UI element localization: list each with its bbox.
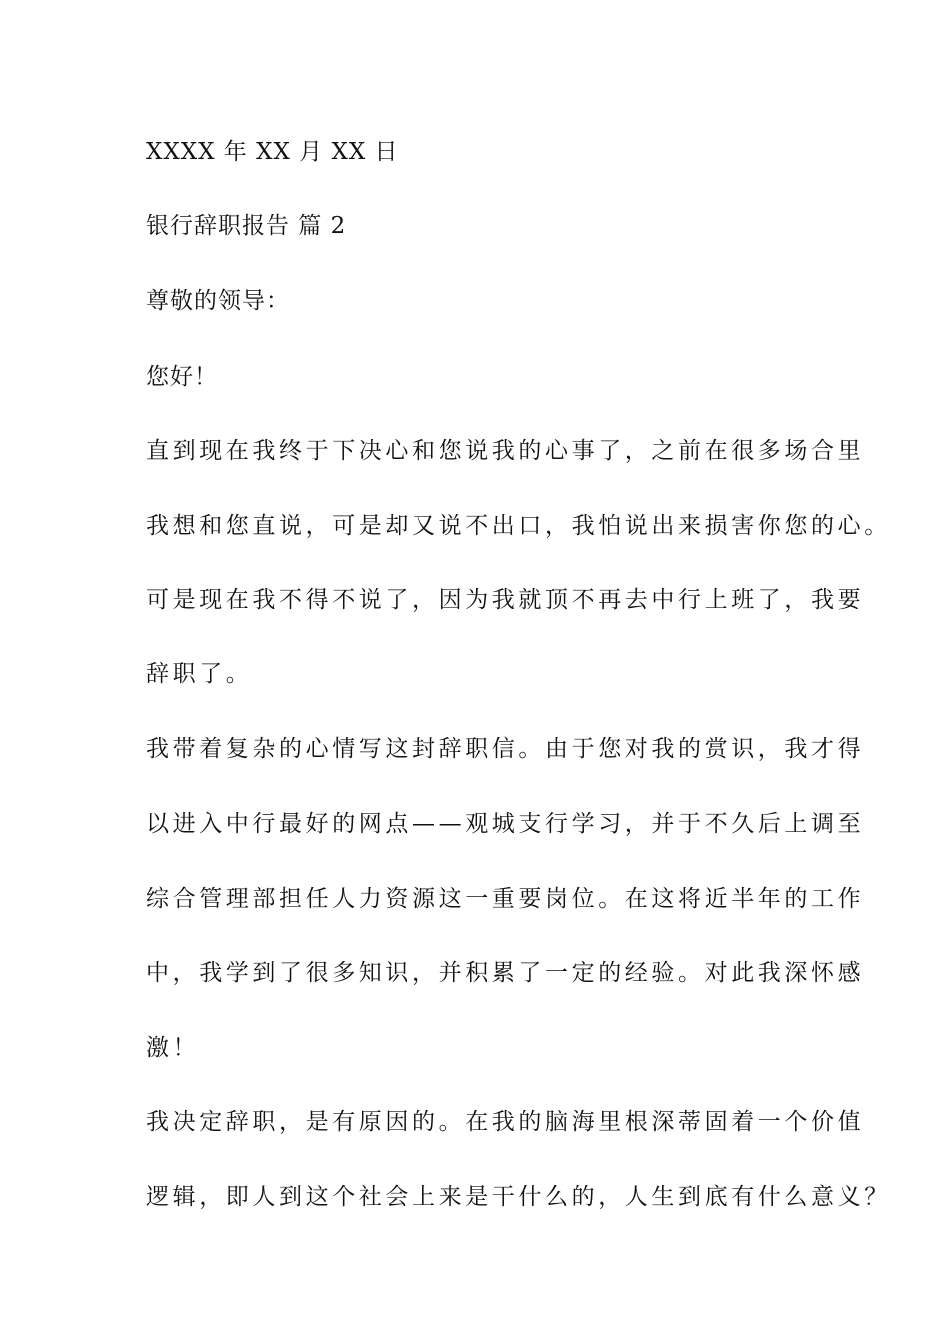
salutation: 尊敬的领导： bbox=[146, 288, 290, 314]
body-line: 以进入中行最好的网点——观城支行学习，并于不久后上调至 bbox=[146, 811, 865, 837]
body-line: 中，我学到了很多知识，并积累了一定的经验。对此我深怀感 bbox=[146, 960, 865, 986]
body-line: 我想和您直说，可是却又说不出口，我怕说出来损害你您的心。 bbox=[146, 513, 891, 539]
body-line: 我带着复杂的心情写这封辞职信。由于您对我的赏识，我才得 bbox=[146, 736, 865, 762]
body-line: 直到现在我终于下决心和您说我的心事了，之前在很多场合里 bbox=[146, 438, 865, 464]
body-line: 辞职了。 bbox=[146, 661, 253, 687]
body-line: 激！ bbox=[146, 1035, 200, 1061]
body-line: 我决定辞职，是有原因的。在我的脑海里根深蒂固着一个价值 bbox=[146, 1109, 865, 1135]
document-date: XXXX 年 XX 月 XX 日 bbox=[146, 139, 399, 165]
greeting: 您好！ bbox=[146, 364, 218, 390]
body-line: 逻辑，即人到这个社会上来是干什么的，人生到底有什么意义？ bbox=[146, 1184, 891, 1210]
document-heading: 银行辞职报告 篇 2 bbox=[146, 213, 347, 239]
body-line: 可是现在我不得不说了，因为我就顶不再去中行上班了，我要 bbox=[146, 587, 865, 613]
body-line: 综合管理部担任人力资源这一重要岗位。在这将近半年的工作 bbox=[146, 886, 865, 912]
